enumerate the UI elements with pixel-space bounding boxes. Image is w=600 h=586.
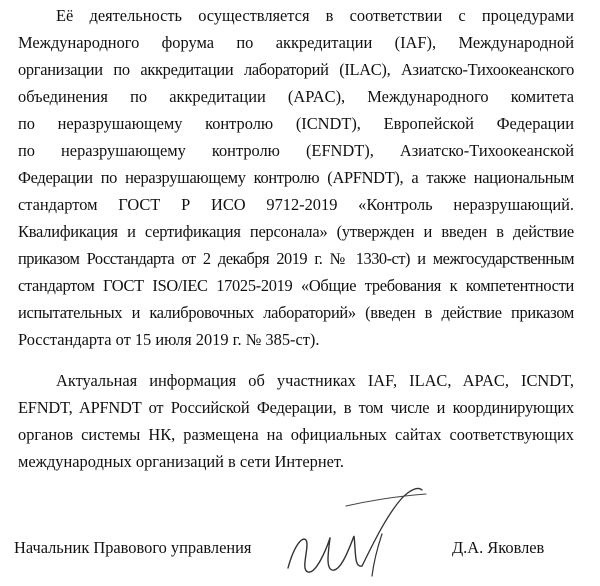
paragraph-1-line: объединения по аккредитации (APAC), Международного комитета <box>18 87 574 106</box>
paragraph-1-line: по неразрушающему контролю (EFNDT), Азиатско-Тихоокеанской <box>18 141 574 160</box>
paragraph-2-line: Актуальная информация об участниках IAF, ILAC, APAC, ICNDT, <box>56 371 574 390</box>
paragraph-1-line: Федерации по неразрушающему контролю (APFNDT), а также национальным <box>18 168 574 187</box>
paragraph-2-line: органов системы НК, размещена на официальных сайтах соответствующих <box>18 425 574 444</box>
paragraph-1-line: Квалификация и сертификация персонала» (утвержден и введен в действие <box>18 222 574 241</box>
handwritten-signature <box>282 476 432 586</box>
paragraph-1-line: Международного форума по аккредитации (IAF), Международной <box>18 33 574 52</box>
paragraph-1-line: организации по аккредитации лабораторий (ILAC), Азиатско-Тихоокеанского <box>18 60 574 79</box>
paragraph-1-line: стандартом ГОСТ Р ИСО 9712-2019 «Контроль неразрушающий. <box>18 195 574 214</box>
paragraph-1-line: Росстандарта от 15 июля 2019 г. № 385-ст). <box>18 330 320 349</box>
paragraph-1-line: по неразрушающему контролю (ICNDT), Европейской Федерации <box>18 114 574 133</box>
signatory-position: Начальник Правового управления <box>14 538 252 557</box>
paragraph-1-line: испытательных и калибровочных лабораторий» (введен в действие приказом <box>18 303 574 322</box>
paragraph-1-line: приказом Росстандарта от 2 декабря 2019 г. № 1330-ст) и межгосударственным <box>18 249 574 268</box>
paragraph-1-line: Её деятельность осуществляется в соответствии с процедурами <box>56 6 574 25</box>
signatory-name: Д.А. Яковлев <box>452 538 545 557</box>
paragraph-2-line: EFNDT, APFNDT от Российской Федерации, в том числе и координирующих <box>18 398 574 417</box>
paragraph-1-line: стандартом ГОСТ ISO/IEC 17025-2019 «Общие требования к компетентности <box>18 276 574 295</box>
paragraph-2-line: международных организаций в сети Интернет. <box>18 452 344 471</box>
